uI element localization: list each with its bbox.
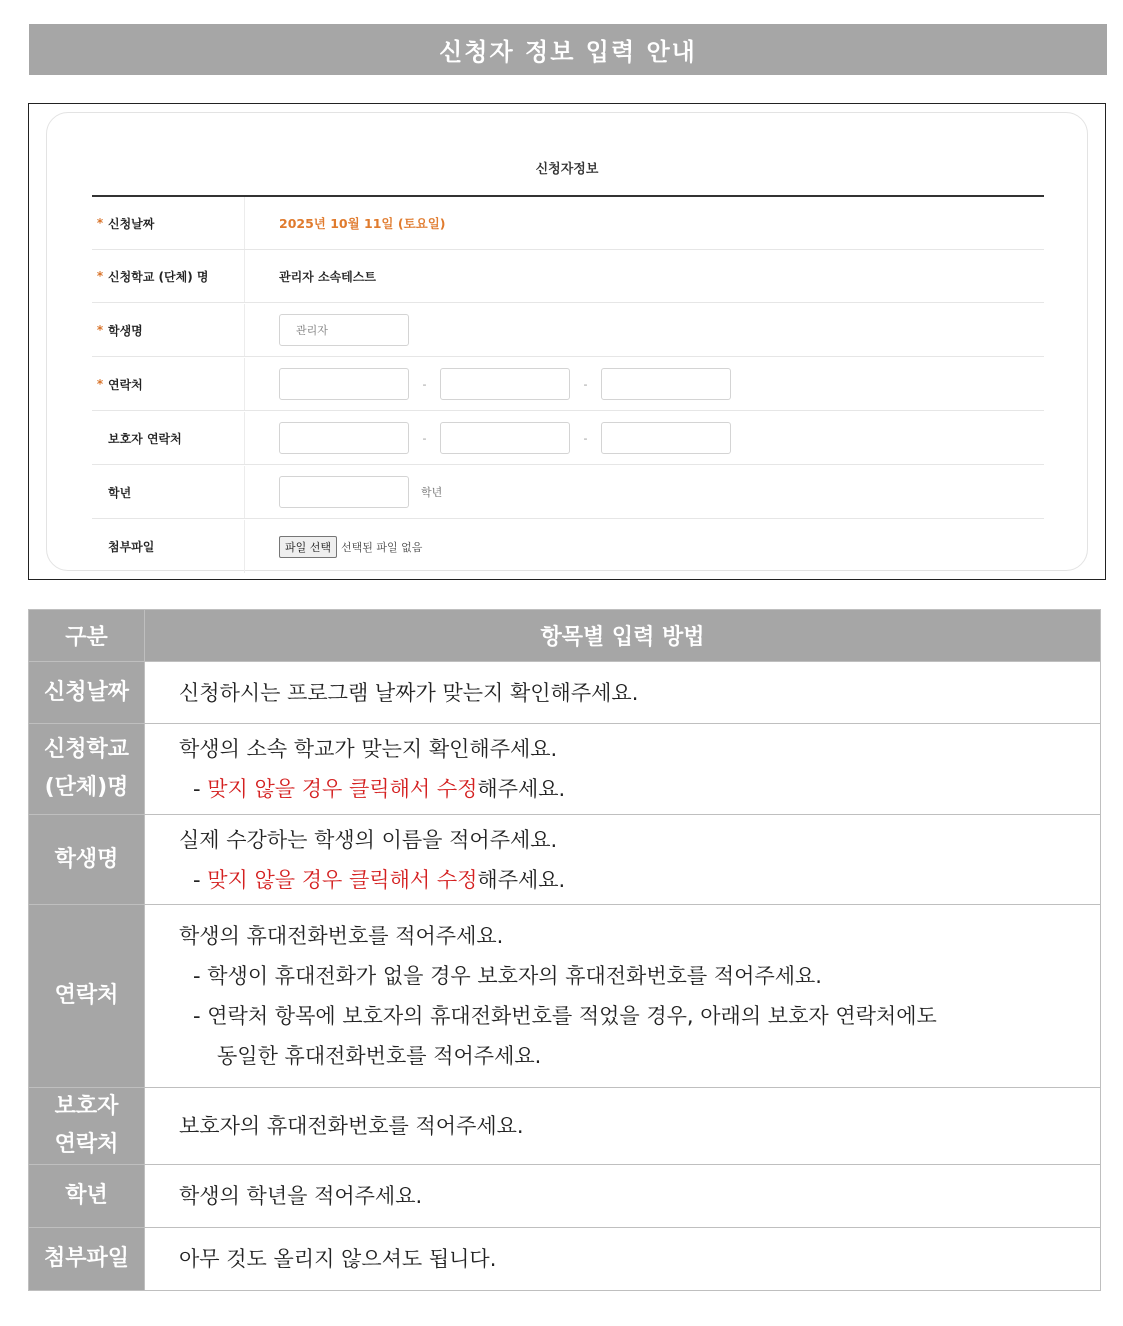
grade-input[interactable] (279, 476, 409, 508)
warning-text: 맞지 않을 경우 클릭해서 수정 (207, 777, 478, 801)
required-mark: * (96, 377, 104, 391)
guide-key: 첨부파일 (29, 1228, 145, 1291)
required-mark: * (96, 269, 104, 283)
guardian-contact-input-part3[interactable] (601, 422, 731, 454)
guide-row-attachment (29, 1228, 1101, 1291)
form-label-student-name: 학생명 (108, 323, 143, 338)
guide-header-method: 항목별 입력 방법 (145, 610, 1101, 662)
form-label-contact: 연락처 (108, 377, 143, 392)
guardian-contact-separator: - (583, 431, 588, 445)
form-title: 신청자정보 (535, 162, 599, 177)
form-row-date (92, 197, 1044, 250)
guide-row-grade (29, 1165, 1101, 1228)
guide-key: 연락처 (29, 905, 145, 1088)
form-screenshot-frame (28, 103, 1106, 580)
guide-key: 학생명 (29, 815, 145, 905)
guide-desc: 보호자의 휴대전화번호를 적어주세요. (145, 1088, 1101, 1165)
guide-desc: 실제 수강하는 학생의 이름을 적어주세요. - 맞지 않을 경우 클릭해서 수정해주세요. (145, 815, 1101, 905)
applicant-info-card (46, 112, 1088, 571)
guide-desc: 학생의 학년을 적어주세요. (145, 1165, 1101, 1228)
guide-row-guardian-contact (29, 1088, 1101, 1165)
guide-desc: 학생의 소속 학교가 맞는지 확인해주세요. - 맞지 않을 경우 클릭해서 수정해주세요. (145, 724, 1101, 815)
guide-key: 신청학교 (단체)명 (29, 724, 145, 815)
form-row-guardian-contact (92, 412, 1044, 465)
guide-row-contact (29, 905, 1101, 1088)
form-row-attachment (92, 520, 1044, 573)
form-label-grade: 학년 (108, 485, 132, 500)
guide-key: 보호자 연락처 (29, 1088, 145, 1165)
contact-separator: - (422, 377, 427, 391)
warning-text: 맞지 않을 경우 클릭해서 수정 (207, 867, 478, 892)
guide-desc: 신청하시는 프로그램 날짜가 맞는지 확인해주세요. (145, 662, 1101, 724)
guide-key: 학년 (29, 1165, 145, 1228)
form-label-date: 신청날짜 (108, 216, 155, 231)
guide-row-student-name (29, 815, 1101, 905)
input-guide-table (28, 609, 1101, 1291)
form-label-guardian-contact: 보호자 연락처 (108, 431, 182, 446)
guardian-contact-input-part1[interactable] (279, 422, 409, 454)
guide-row-date (29, 662, 1101, 724)
guide-desc: 학생의 휴대전화번호를 적어주세요. - 학생이 휴대전화가 없을 경우 보호자의 휴대전화번호를 적어주세요. - 연락처 항목에 보호자의 휴대전화번호를 적었을 경우, 아래의 보호자 연락처에도 동일한 휴대전화번호를 적어주세요. (145, 905, 1101, 1088)
required-mark: * (96, 323, 104, 337)
file-status: 선택된 파일 없음 (341, 540, 423, 554)
guide-key: 신청날짜 (29, 662, 145, 724)
student-name-input[interactable]: 관리자 (279, 314, 409, 346)
guide-banner-title: 신청자 정보 입력 안내 (29, 24, 1107, 75)
date-value: 2025년 10월 11일 (토요일) (279, 216, 446, 231)
form-row-student-name (92, 304, 1044, 357)
grade-unit: 학년 (421, 486, 443, 499)
form-label-attachment: 첨부파일 (108, 540, 155, 554)
guardian-contact-input-part2[interactable] (440, 422, 570, 454)
guide-desc: 아무 것도 올리지 않으셔도 됩니다. (145, 1228, 1101, 1291)
guide-header-category: 구분 (29, 610, 145, 662)
form-row-contact (92, 358, 1044, 411)
contact-input-part1[interactable] (279, 368, 409, 400)
guardian-contact-separator: - (422, 431, 427, 445)
contact-separator: - (583, 377, 588, 391)
form-row-grade (92, 466, 1044, 519)
guide-row-school (29, 724, 1101, 815)
school-value[interactable]: 관리자 소속테스트 (279, 269, 376, 284)
form-label-school: 신청학교 (단체) 명 (108, 269, 209, 284)
required-mark: * (96, 216, 104, 230)
contact-input-part3[interactable] (601, 368, 731, 400)
file-select-button[interactable]: 파일 선택 (279, 536, 337, 558)
form-row-school (92, 250, 1044, 303)
contact-input-part2[interactable] (440, 368, 570, 400)
